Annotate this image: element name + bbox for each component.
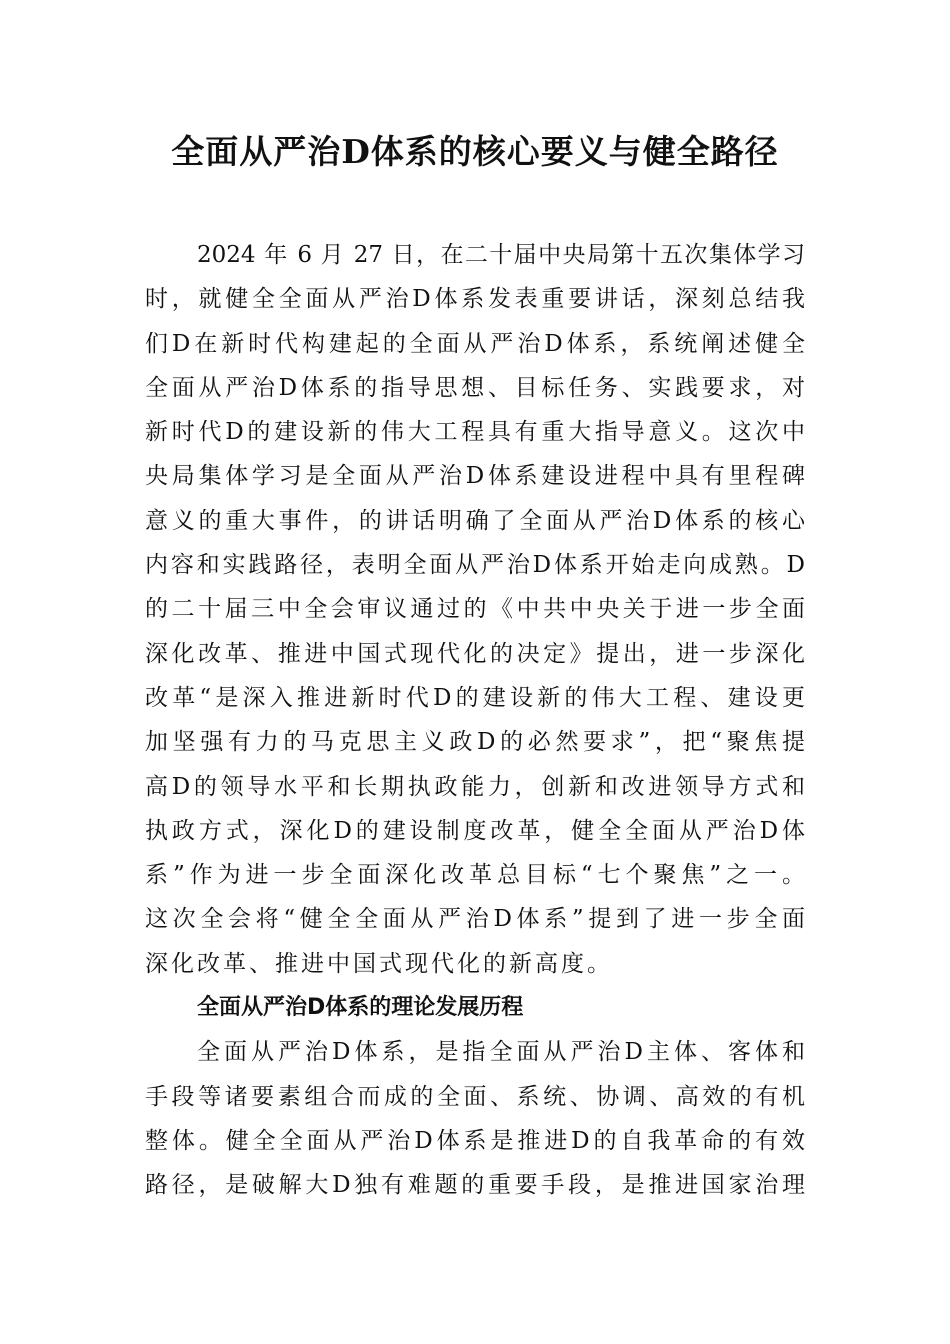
paragraph-1 <box>145 233 805 986</box>
text-line: 央局集体学习是全面从严治D体系建设进程中具有里程碑 <box>145 463 805 490</box>
text-line: 全面从严治D体系的指导思想、目标任务、实践要求，对 <box>145 374 805 401</box>
text-line: 改革“是深入推进新时代D的建设新的伟大工程、建设更 <box>145 684 805 711</box>
document-body <box>145 233 805 1208</box>
text-line: 新时代D的建设新的伟大工程具有重大指导意义。这次中 <box>145 419 805 446</box>
text-line: 全面从严治D体系，是指全面从严治D主体、客体和 <box>197 1039 805 1066</box>
document-title: 全面从严治D体系的核心要义与健全路径 <box>171 132 779 171</box>
text-line: 2024 年 6 月 27 日，在二十届中央局第十五次集体学习 <box>197 242 805 268</box>
text-line: 深化改革、推进中国式现代化的新高度。 <box>145 950 613 977</box>
text-line: 手段等诸要素组合而成的全面、系统、协调、高效的有机 <box>145 1083 805 1110</box>
text-line: 时，就健全全面从严治D体系发表重要讲话，深刻总结我 <box>145 286 805 313</box>
text-line: 加坚强有力的马克思主义政D的必然要求”，把“聚焦提 <box>145 729 805 756</box>
text-line: 意义的重大事件，的讲话明确了全面从严治D体系的核心 <box>145 507 805 534</box>
text-line: 们D在新时代构建起的全面从严治D体系，系统阐述健全 <box>145 330 805 357</box>
text-line: 这次全会将“健全全面从严治D体系”提到了进一步全面 <box>145 906 805 933</box>
text-line: 的二十届三中全会审议通过的《中共中央关于进一步全面 <box>145 596 805 623</box>
text-line: 系”作为进一步全面深化改革总目标“七个聚焦”之一。 <box>145 862 805 889</box>
text-line: 深化改革、推进中国式现代化的决定》提出，进一步深化 <box>145 640 805 667</box>
text-line: 内容和实践路径，表明全面从严治D体系开始走向成熟。D <box>145 552 805 579</box>
text-line: 整体。健全全面从严治D体系是推进D的自我革命的有效 <box>145 1127 805 1154</box>
paragraph-2 <box>145 1030 805 1207</box>
text-line: 路径，是破解大D独有难题的重要手段，是推进国家治理 <box>145 1172 805 1199</box>
text-line: 高D的领导水平和长期执政能力，创新和改进领导方式和 <box>145 773 805 800</box>
section-heading: 全面从严治D体系的理论发展历程 <box>197 995 524 1021</box>
text-line: 执政方式，深化D的建设制度改革，健全全面从严治D体 <box>145 817 805 844</box>
